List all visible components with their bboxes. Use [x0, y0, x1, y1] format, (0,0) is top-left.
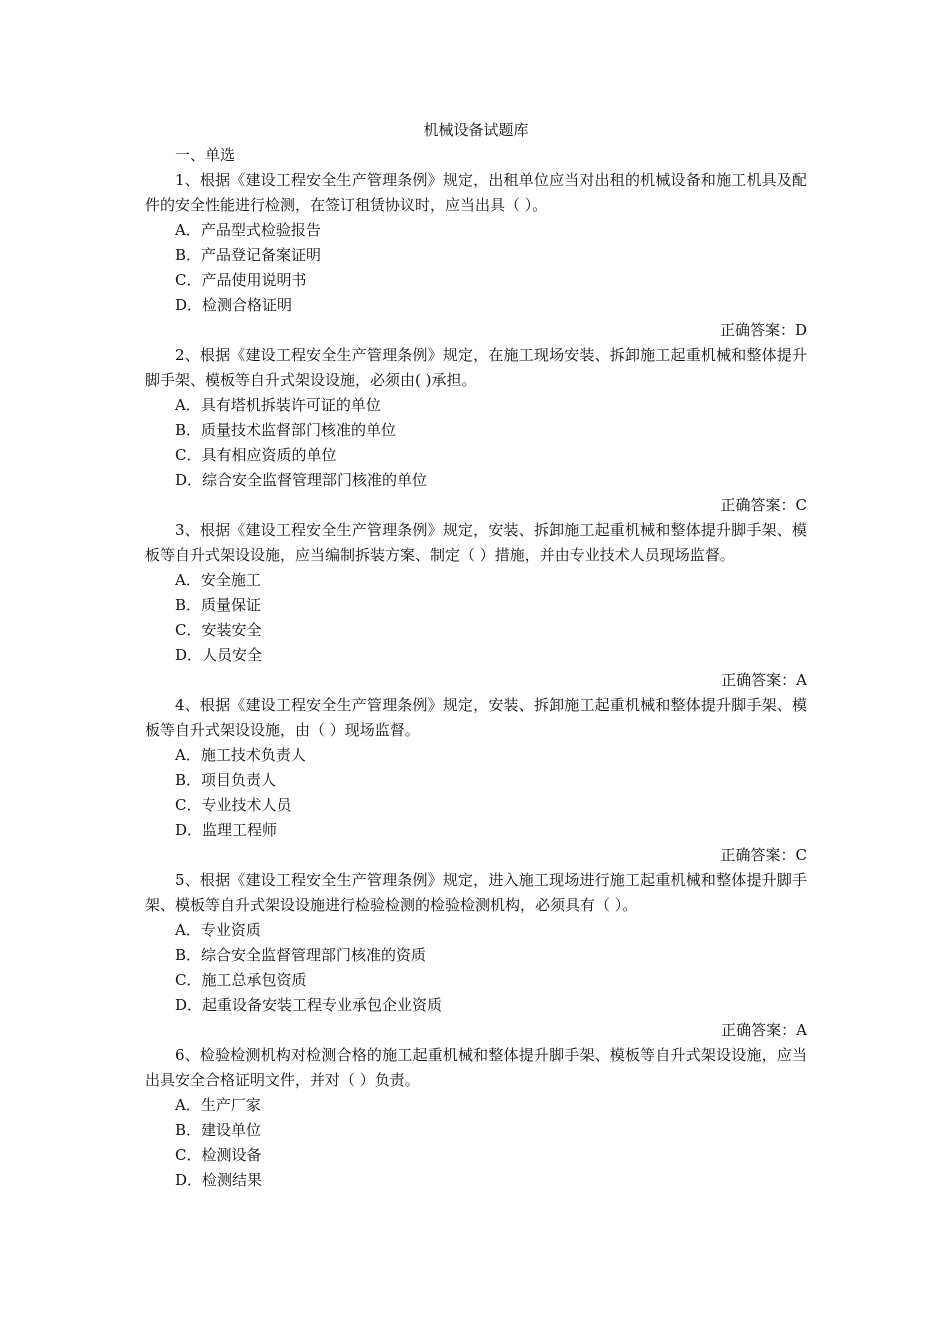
section-heading: 一、单选 — [175, 146, 236, 164]
option-a: A．安全施工 — [175, 571, 261, 589]
option-b: B．质量技术监督部门核准的单位 — [175, 421, 397, 439]
option-d: D．检测结果 — [175, 1171, 263, 1189]
document-title: 机械设备试题库 — [423, 121, 529, 139]
option-d: D．检测合格证明 — [175, 296, 293, 314]
question-text: 1、根据《建设工程安全生产管理条例》规定，出租单位应当对出租的机械设备和施工机具及配件的安全性能进行检测，在签订租赁协议时，应当出具（ ）。 — [145, 171, 807, 214]
option-d: D．起重设备安装工程专业承包企业资质 — [175, 996, 443, 1014]
correct-answer: 正确答案：A — [721, 1021, 807, 1039]
option-a: A．专业资质 — [175, 921, 261, 939]
question-block — [145, 868, 807, 1043]
question-text: 6、检验检测机构对检测合格的施工起重机械和整体提升脚手架、模板等自升式架设设施，应当出具安全合格证明文件，并对（ ）负责。 — [145, 1046, 807, 1089]
question-text: 4、根据《建设工程安全生产管理条例》规定，安装、拆卸施工起重机械和整体提升脚手架、模板等自升式架设设施，由（ ）现场监督。 — [145, 696, 807, 739]
question-block — [145, 693, 807, 868]
option-a: A．产品型式检验报告 — [175, 221, 321, 239]
option-c: C．专业技术人员 — [175, 796, 292, 814]
option-a: A．具有塔机拆装许可证的单位 — [175, 396, 381, 414]
option-d: D．监理工程师 — [175, 821, 278, 839]
question-text: 5、根据《建设工程安全生产管理条例》规定，进入施工现场进行施工起重机械和整体提升脚手架、模板等自升式架设设施进行检验检测的检验检测机构，必须具有（ ）。 — [145, 871, 807, 914]
option-a: A．施工技术负责人 — [175, 746, 306, 764]
question-block — [145, 343, 807, 518]
option-c: C．安装安全 — [175, 621, 262, 639]
option-b: B．质量保证 — [175, 596, 262, 614]
question-text: 3、根据《建设工程安全生产管理条例》规定，安装、拆卸施工起重机械和整体提升脚手架、模板等自升式架设设施，应当编制拆装方案、制定（ ）措施，并由专业技术人员现场监督。 — [145, 521, 807, 564]
correct-answer: 正确答案：A — [721, 671, 807, 689]
option-c: C．具有相应资质的单位 — [175, 446, 337, 464]
option-d: D．综合安全监督管理部门核准的单位 — [175, 471, 428, 489]
correct-answer: 正确答案：C — [720, 846, 807, 864]
option-a: A．生产厂家 — [175, 1096, 261, 1114]
question-text: 2、根据《建设工程安全生产管理条例》规定，在施工现场安装、拆卸施工起重机械和整体提升脚手架、模板等自升式架设设施，必须由( )承担。 — [145, 346, 807, 389]
option-b: B．产品登记备案证明 — [175, 246, 322, 264]
question-block — [145, 168, 807, 343]
option-b: B．项目负责人 — [175, 771, 277, 789]
correct-answer: 正确答案：C — [720, 496, 807, 514]
option-c: C．检测设备 — [175, 1146, 262, 1164]
option-d: D．人员安全 — [175, 646, 263, 664]
correct-answer: 正确答案：D — [719, 321, 807, 339]
question-block — [145, 1043, 807, 1193]
question-block — [145, 518, 807, 693]
option-b: B．建设单位 — [175, 1121, 262, 1139]
option-c: C．产品使用说明书 — [175, 271, 307, 289]
document-page — [145, 118, 807, 1193]
option-c: C．施工总承包资质 — [175, 971, 307, 989]
option-b: B．综合安全监督管理部门核准的资质 — [175, 946, 427, 964]
